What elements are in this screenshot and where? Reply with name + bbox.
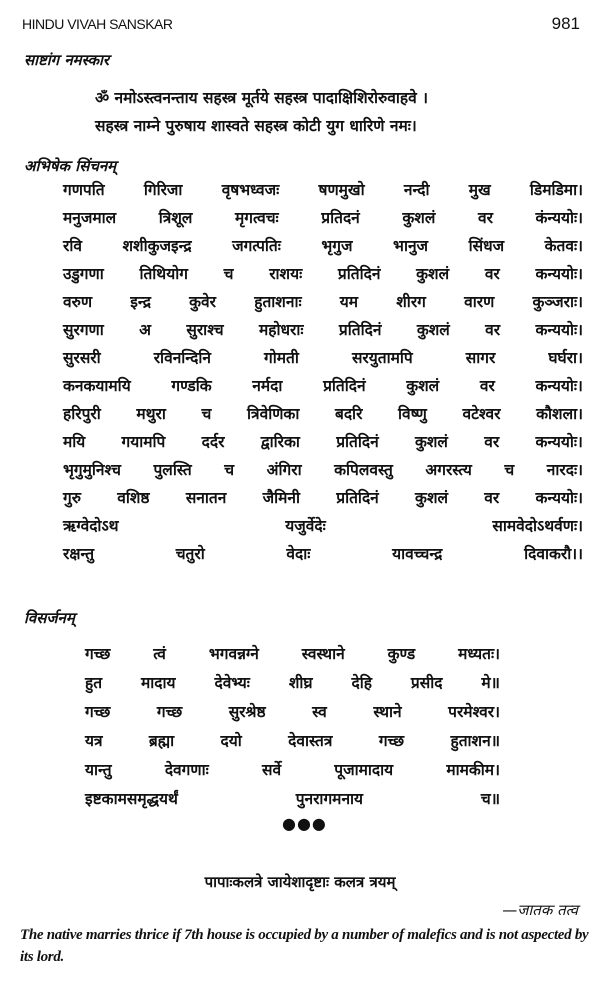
verse-word: मादाय (141, 674, 176, 692)
verse-line (63, 374, 583, 396)
verse-word: वर (477, 209, 493, 227)
verse-line (63, 178, 583, 200)
verse-word: हुताशनाः (254, 293, 302, 311)
verse-word: गोमती (264, 349, 299, 367)
verse-word: गिरिजा (143, 181, 183, 199)
section-heading-abhishek-sinchanam: अभिषेक सिंचनम् (24, 157, 117, 175)
verse-word: दिवाकरौ।। (524, 545, 583, 563)
verse-word: सहस्त्र नाम्ने पुरुषाय शास्वते सहस्त्र कोटी युग धारिणे नमः। (95, 117, 417, 135)
verse-word: तिथियोग (139, 265, 188, 283)
verse-word: सुरगणा (63, 321, 104, 339)
verse-word: नर्मदा (252, 377, 283, 395)
verse-line (63, 318, 583, 340)
verse-word: इष्टकामसमृद्धयर्थं (85, 790, 178, 808)
verse-word: भृगुज (321, 237, 353, 255)
verse-word: कनकयामयि (63, 377, 131, 395)
verse-word: विष्णु (398, 405, 427, 423)
verse-word: वटेश्वर (462, 405, 501, 423)
verse-line (85, 758, 500, 780)
verse-word: भृगुमुनिश्च (63, 461, 121, 479)
verse-word: जगत्पतिः (232, 237, 281, 255)
verse-word: दर्दर (201, 433, 225, 451)
verse-word: यजुर्वेदेः (285, 517, 326, 535)
verse-word: प्रतिदिनं (337, 265, 381, 283)
verse-line (85, 729, 500, 751)
verse-word: अ (139, 321, 151, 339)
verse-word: प्रतिदिनं (338, 321, 382, 339)
verse-word: मयि (63, 433, 86, 451)
verse-word: मध्यतः। (458, 645, 500, 663)
verse-word: उडुगणा (63, 265, 104, 283)
verse-word: च (223, 265, 234, 283)
verse-word: स्वस्थाने (301, 645, 345, 663)
verse-word: सुरश्रेष्ठ (228, 703, 266, 721)
sanskrit-quote: पापाःकलत्रे जायेशादृष्टाः कलत्र त्रयम् (204, 873, 396, 891)
verse-word: वशिष्ठ (117, 489, 150, 507)
verse-word: त्रिशूल (158, 209, 193, 227)
verse-word: कुशलं (414, 433, 448, 451)
verse-word: चतुरो (175, 545, 205, 563)
verse-word: ऋग्वेदोऽथ (63, 517, 119, 535)
verse-word: हुताशन॥ (450, 732, 500, 750)
verse-line (95, 114, 582, 136)
verse-word: सरयुतामपि (351, 349, 413, 367)
verse-line (63, 262, 583, 284)
verse-word: देहि (351, 674, 372, 692)
verse-word: अंगिरा (266, 461, 302, 479)
verse-word: षणमुखो (318, 181, 365, 199)
verse-line (63, 402, 583, 424)
verse-word: मे॥ (481, 674, 500, 692)
verse-word: गच्छ (156, 703, 183, 721)
verse-word: डिमडिमा। (529, 181, 583, 199)
verse-word: च (201, 405, 212, 423)
verse-word: प्रतिदनं (321, 209, 360, 227)
verse-word: शीरग (396, 293, 426, 311)
verse-word: सामवेदोऽथर्वणः। (492, 517, 583, 535)
verse-word: वर (484, 433, 500, 451)
verse-word: च॥ (480, 790, 500, 808)
verse-word: कौशला। (536, 405, 583, 423)
running-title: HINDU VIVAH SANSKAR (22, 16, 173, 32)
verse-word: प्रतिदिनं (336, 489, 379, 507)
verse-word: च (224, 461, 235, 479)
verse-word: गच्छ (378, 732, 405, 750)
verse-word: वर (479, 377, 495, 395)
section-heading-visarjanam: विसर्जनम् (24, 609, 75, 627)
verse-line (63, 542, 583, 564)
verse-word: सर्वे (261, 761, 282, 779)
verse-word: कन्ययोः। (535, 377, 583, 395)
verse-word: प्रसीद (410, 674, 443, 692)
verse-word: रवि (63, 237, 82, 255)
verse-word: यत्र (85, 732, 103, 750)
verse-word: मामकीम। (446, 761, 500, 779)
verse-word: कुण्ड (387, 645, 416, 663)
verse-word: वर (484, 489, 500, 507)
verse-word: सुरसरी (63, 349, 101, 367)
verse-word: वरुण (63, 293, 93, 311)
verse-word: मथुरा (136, 405, 166, 423)
verse-line (63, 346, 583, 368)
verse-word: कपिलवस्तु (334, 461, 393, 479)
verse-word: वारण (464, 293, 495, 311)
verse-line (63, 206, 583, 228)
verse-line (63, 486, 583, 508)
verse-word: कुशलं (416, 265, 450, 283)
verse-word: त्वं (153, 645, 166, 663)
verse-line (95, 86, 582, 108)
verse-word: कन्ययोः। (535, 321, 583, 339)
page-number: 981 (551, 14, 580, 33)
verse-word: हुत (85, 674, 103, 692)
verse-word: देवगणाः (164, 761, 209, 779)
verse-word: हरिपुरी (63, 405, 101, 423)
verse-word: जैमिनी (262, 489, 301, 507)
verse-word: मृगत्वचः (234, 209, 279, 227)
verse-word: रविनन्दिनि (153, 349, 211, 367)
verse-word: गण्डकि (171, 377, 212, 395)
verse-word: गुरु (63, 489, 81, 507)
verse-line (63, 514, 583, 536)
verse-word: स्थाने (373, 703, 402, 721)
verse-word: वेदाः (286, 545, 311, 563)
verse-word: भानुज (393, 237, 429, 255)
verse-word: केतवः। (544, 237, 583, 255)
verse-word: अगरस्त्य (425, 461, 472, 479)
verse-word: पुनरागमनाय (295, 790, 364, 808)
verse-word: मनुजमाल (63, 209, 117, 227)
verse-word: वर (485, 321, 501, 339)
verse-word: सुराश्च (186, 321, 224, 339)
verse-word: गयामपि (121, 433, 166, 451)
verse-word: राशयः (269, 265, 303, 283)
verse-word: शीघ्र (288, 674, 313, 692)
verse-word: महोधराः (259, 321, 304, 339)
verse-word: घर्घरा। (548, 349, 583, 367)
verse-word: कन्ययोः। (535, 489, 583, 507)
verse-word: पूजामादाय (334, 761, 394, 779)
verse-word: मुख (468, 181, 491, 199)
verse-word: यम (339, 293, 359, 311)
verse-word: सनातन (185, 489, 227, 507)
verse-word: यान्तु (85, 761, 112, 779)
verse-word: वृषभध्वजः (221, 181, 280, 199)
verse-word: नारदः। (546, 461, 583, 479)
verse-word: भगवन्नग्ने (208, 645, 259, 663)
verse-line (63, 234, 583, 256)
verse-line (85, 671, 500, 693)
verse-line (63, 290, 583, 312)
verse-word: प्रतिदिनं (323, 377, 366, 395)
verse-line (85, 787, 500, 809)
verse-word: कुशलं (402, 209, 436, 227)
verse-word: कुशलं (415, 489, 449, 507)
verse-line (85, 700, 500, 722)
verse-line (63, 430, 583, 452)
verse-word: कुशलं (416, 321, 450, 339)
verse-word: गणपति (63, 181, 105, 199)
verse-word: दयो (220, 732, 242, 750)
verse-line (85, 642, 500, 664)
quote-source: —जातक तत्व (502, 901, 578, 919)
verse-word: इन्द्र (130, 293, 151, 311)
verse-word: रक्षन्तु (63, 545, 95, 563)
verse-word: यावच्चन्द्र (392, 545, 443, 563)
verse-word: बदरि (334, 405, 363, 423)
verse-word: देवास्तत्र (288, 732, 333, 750)
verse-word: कुञ्जराः। (532, 293, 583, 311)
verse-word: देवेभ्यः (214, 674, 250, 692)
verse-word: सागर (465, 349, 496, 367)
verse-word: च (504, 461, 515, 479)
quote-translation: The native marries thrice if 7th house is occupied by a number of malefics and is not aspected by its lord. (20, 927, 589, 965)
verse-word: त्रिवेणिका (247, 405, 300, 423)
verse-word: कंन्ययोः। (535, 209, 583, 227)
verse-word: कुवेर (189, 293, 217, 311)
verse-word: पुलस्ति (153, 461, 192, 479)
verse-word: स्व (312, 703, 327, 721)
verse-word: कुशलं (406, 377, 440, 395)
verse-word: कन्ययोः। (535, 265, 583, 283)
verse-word: ॐ नमोऽस्त्वनन्ताय सहस्त्र मूर्तये सहस्त्र पादाक्षिशिरोरुवाहवे । (95, 89, 429, 107)
verse-word: नन्दी (403, 181, 430, 199)
verse-word: गच्छ (85, 703, 111, 721)
verse-word: द्वारिका (260, 433, 300, 451)
verse-word: कन्ययोः। (535, 433, 583, 451)
verse-word: वर (484, 265, 500, 283)
verse-word: परमेश्वर। (448, 703, 500, 721)
verse-word: सिंधज (468, 237, 505, 255)
verse-word: शशीकुजइन्द्र (122, 237, 192, 255)
section-heading-sashtang-namaskar: साष्टांग नमस्कार (24, 51, 110, 69)
verse-word: ब्रह्मा (148, 732, 175, 750)
verse-word: प्रतिदिनं (336, 433, 379, 451)
verse-word: गच्छ (85, 645, 111, 663)
verse-line (63, 458, 583, 480)
section-separator: ●●● (282, 814, 327, 833)
